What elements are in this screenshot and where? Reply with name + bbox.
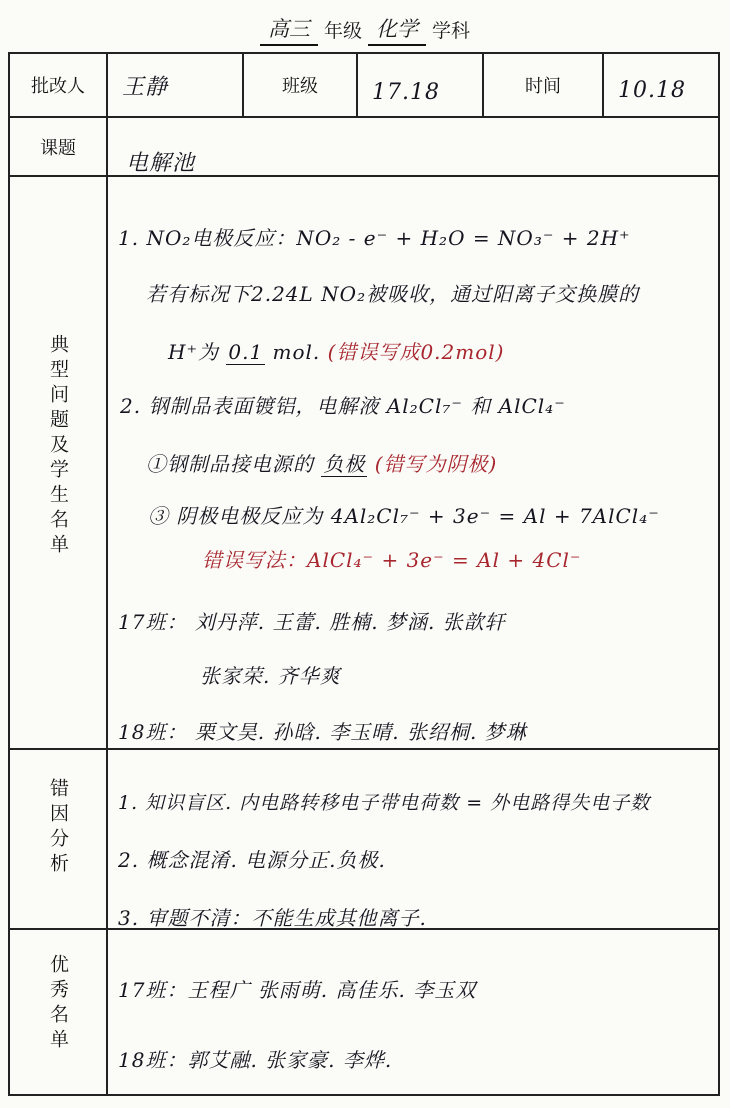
excellent-class17: 17班：王程广 张雨萌. 高佳乐. 李玉双: [118, 978, 477, 1002]
problems-label-text: 典型问题及学生名单: [47, 334, 69, 559]
row-divider: [10, 175, 718, 177]
class17-names-line: [118, 606, 506, 635]
time-label: 时间: [525, 76, 561, 97]
errors-label-text: 错因分析: [47, 778, 69, 878]
excellent-label-text: 优秀名单: [47, 954, 69, 1054]
class18-names-line: [118, 716, 527, 745]
topic-label: 课题: [40, 138, 76, 159]
excellent-label: [10, 954, 106, 1061]
problem-line: ③ 阴极电极反应为 4Al₂Cl₇⁻ + 3e⁻ = Al + 7AlCl₄⁻: [148, 504, 660, 528]
excellent-class18: 18班：郭艾融. 张家豪. 李烨.: [118, 1048, 393, 1072]
subject-label: 学科: [432, 20, 471, 42]
answer-value: 负极: [323, 452, 366, 476]
grade-fill: 高三: [260, 13, 318, 46]
time-value: 10.18: [618, 78, 686, 103]
answer-value: 0.1: [228, 340, 264, 364]
problem-line: [168, 336, 504, 365]
grader-label: 批改人: [31, 76, 85, 97]
problem-line: [146, 448, 497, 477]
problem-fragment: ①钢制品接电源的: [146, 452, 314, 476]
class17-names: 刘丹萍. 王蕾. 胜楠. 梦涵. 张歆轩: [194, 610, 506, 634]
problem-fragment: H⁺为: [168, 340, 219, 364]
problems-label: [10, 334, 106, 566]
row-divider: [10, 748, 718, 750]
correction-note: 错误写法：AlCl₄⁻ + 3e⁻ = Al + 4Cl⁻: [202, 548, 582, 572]
error-item: 2. 概念混淆. 电源分正.负极.: [118, 848, 386, 872]
topic-value: 电解池: [126, 151, 196, 176]
class-label: 班级: [282, 76, 318, 97]
correction-note: (错写为阴极): [374, 452, 498, 476]
correction-note: (错误写成0.2mol): [327, 340, 505, 364]
column-divider: [602, 54, 604, 116]
grader-value: 王静: [122, 75, 169, 100]
class17-names-line-2: 张家荣. 齐华爽: [200, 664, 341, 688]
sheet-header: [0, 10, 730, 46]
column-divider: [106, 54, 108, 1094]
problem-line: 若有标况下2.24L NO₂被吸收，通过阳离子交换膜的: [146, 282, 640, 306]
problem-line: 1. NO₂电极反应：NO₂ - e⁻ + H₂O = NO₃⁻ + 2H⁺: [118, 226, 631, 250]
errors-label: [10, 778, 106, 885]
class18-label: 18班：: [118, 720, 188, 744]
error-item: 3. 审题不清：不能生成其他离子.: [118, 906, 427, 930]
problem-line: 2. 钢制品表面镀铝，电解液 Al₂Cl₇⁻ 和 AlCl₄⁻: [120, 394, 566, 418]
column-divider: [356, 54, 358, 116]
problem-fragment: mol.: [272, 340, 321, 364]
feedback-table: [8, 52, 720, 1096]
row-divider: [10, 116, 718, 118]
grade-label: 年级: [323, 20, 362, 42]
subject-fill: 化学: [368, 13, 426, 46]
class17-label: 17班：: [118, 610, 188, 634]
class18-names: 栗文昊. 孙晗. 李玉晴. 张绍桐. 梦琳: [194, 720, 527, 744]
error-item: 1. 知识盲区. 内电路转移电子带电荷数 = 外电路得失电子数: [118, 792, 651, 814]
class-value: 17.18: [372, 80, 440, 105]
